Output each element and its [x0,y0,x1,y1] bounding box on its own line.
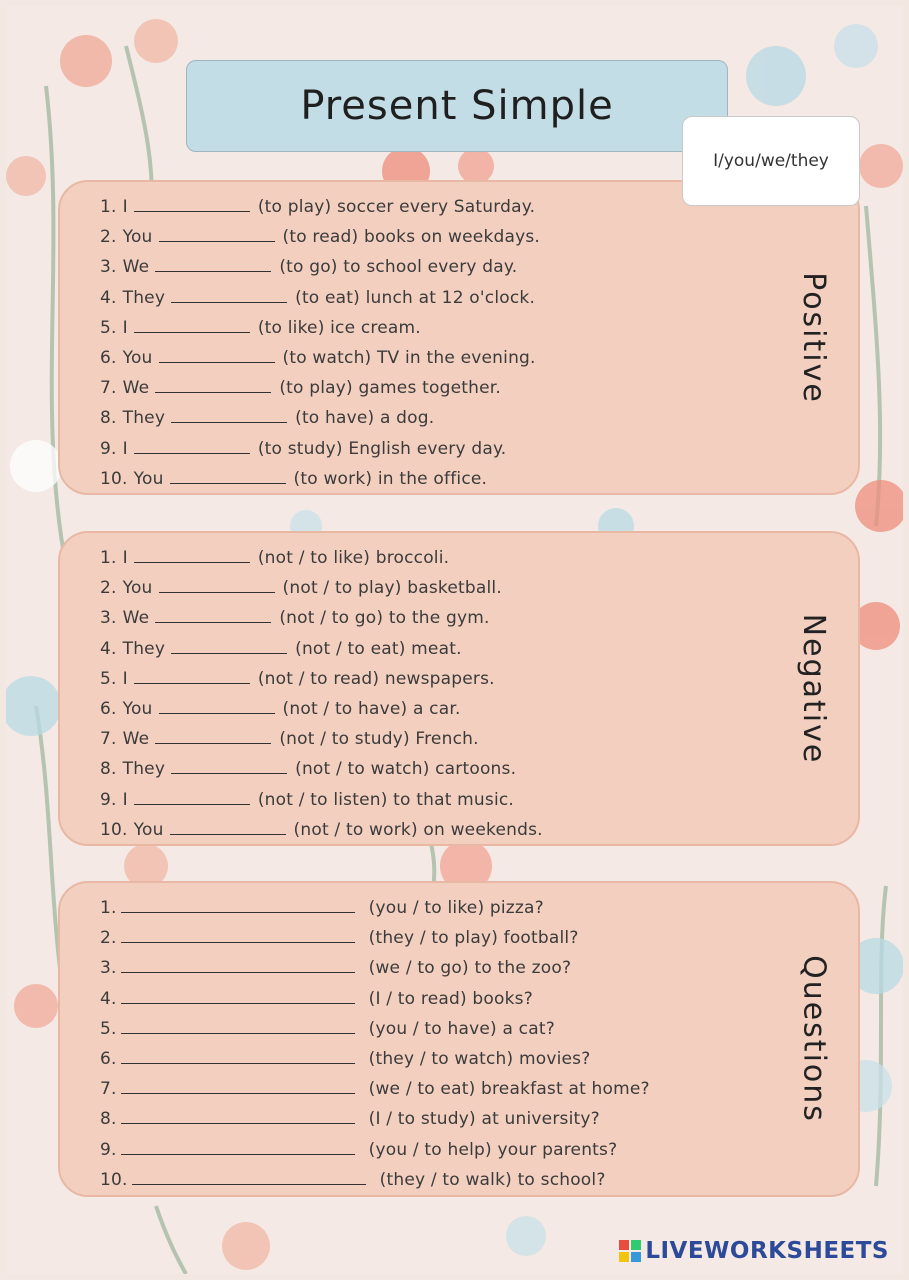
answer-blank[interactable] [121,1135,355,1155]
item-subject: They [122,759,166,780]
item-hint: (to watch) TV in the evening. [282,347,536,368]
item-hint: (not / to read) newspapers. [257,668,495,689]
item-number: 7. [100,1079,117,1100]
item-number: 4. [100,287,117,308]
positive-exercise-list [100,192,540,494]
section-label-questions: Questions [796,955,832,1123]
item-number: 10. [100,819,128,840]
answer-blank[interactable] [121,984,355,1004]
item-number: 9. [100,438,117,459]
answer-blank[interactable] [159,573,275,593]
item-number: 5. [100,668,117,689]
questions-item-8 [100,1104,650,1134]
item-subject: I [122,197,128,217]
item-subject: I [122,789,128,810]
item-number: 8. [100,1109,117,1130]
answer-blank[interactable] [134,785,250,805]
answer-blank[interactable] [159,694,275,714]
item-number: 8. [100,759,117,780]
answer-blank[interactable] [132,1165,366,1185]
positive-item-6 [100,343,540,373]
questions-item-2 [100,923,650,953]
item-number: 3. [100,958,117,979]
positive-item-2 [100,222,540,252]
item-subject: We [122,378,150,399]
item-hint: (not / to listen) to that music. [257,789,515,810]
item-number: 4. [100,638,117,659]
item-number: 2. [100,928,117,949]
answer-blank[interactable] [121,1074,355,1094]
negative-section [58,531,860,846]
positive-item-8 [100,403,540,433]
item-subject: We [122,257,150,278]
answer-blank[interactable] [121,1104,355,1124]
questions-item-4 [100,984,650,1014]
item-hint: (not / to have) a car. [282,698,461,719]
answer-blank[interactable] [170,464,286,484]
item-subject: They [122,408,166,429]
negative-item-8 [100,754,543,784]
questions-item-3 [100,953,650,983]
item-subject: You [122,578,153,599]
answer-blank[interactable] [134,434,250,454]
item-subject: I [122,548,128,568]
item-subject: You [122,698,153,719]
worksheet-page [6,6,903,1274]
item-hint: (to work) in the office. [293,468,488,489]
item-hint: (to read) books on weekdays. [282,227,541,248]
answer-blank[interactable] [121,893,355,913]
item-subject: You [122,227,153,248]
item-hint: (they / to walk) to school? [379,1169,606,1190]
item-hint: (we / to go) to the zoo? [368,958,572,979]
item-subject: We [122,729,150,750]
item-subject: They [122,287,166,308]
negative-item-2 [100,573,543,603]
negative-item-10 [100,815,543,845]
item-number: 5. [100,1018,117,1039]
item-hint: (I / to study) at university? [368,1109,600,1130]
section-label-positive: Positive [796,271,832,404]
item-number: 2. [100,227,117,248]
item-number: 1. [100,898,117,918]
item-subject: You [122,347,153,368]
negative-item-4 [100,634,543,664]
answer-blank[interactable] [155,603,271,623]
negative-item-3 [100,603,543,633]
answer-blank[interactable] [134,192,250,212]
item-hint: (you / to like) pizza? [368,898,544,918]
section-label-negative: Negative [796,613,832,764]
item-hint: (to study) English every day. [257,438,507,459]
item-subject: You [133,819,164,840]
item-hint: (we / to eat) breakfast at home? [368,1079,650,1100]
positive-item-10 [100,464,540,494]
questions-item-6 [100,1044,650,1074]
answer-blank[interactable] [155,373,271,393]
negative-item-1 [100,543,543,573]
item-hint: (you / to help) your parents? [368,1139,618,1160]
item-hint: (not / to eat) meat. [295,638,462,659]
positive-item-7 [100,373,540,403]
worksheet-title: Present Simple [186,60,728,152]
item-number: 7. [100,378,117,399]
item-hint: (to go) to school every day. [279,257,518,278]
positive-item-5 [100,313,540,343]
negative-item-6 [100,694,543,724]
answer-blank[interactable] [171,283,287,303]
positive-item-4 [100,283,540,313]
item-number: 9. [100,789,117,810]
item-hint: (not / to like) broccoli. [257,548,450,568]
answer-blank[interactable] [159,222,275,242]
item-number: 10. [100,468,128,489]
liveworksheets-logo [619,1238,889,1264]
answer-blank[interactable] [159,343,275,363]
item-subject: I [122,668,128,689]
item-subject: I [122,317,128,338]
item-hint: (not / to study) French. [279,729,479,750]
item-number: 7. [100,729,117,750]
negative-item-7 [100,724,543,754]
item-hint: (not / to go) to the gym. [279,608,490,629]
item-number: 9. [100,1139,117,1160]
answer-blank[interactable] [171,754,287,774]
answer-blank[interactable] [155,252,271,272]
negative-item-5 [100,664,543,694]
item-hint: (not / to work) on weekends. [293,819,543,840]
item-hint: (I / to read) books? [368,988,533,1009]
questions-item-5 [100,1014,650,1044]
item-subject: They [122,638,166,659]
item-number: 10. [100,1169,128,1190]
item-hint: (they / to watch) movies? [368,1048,591,1069]
item-number: 6. [100,698,117,719]
answer-blank[interactable] [155,724,271,744]
item-number: 6. [100,347,117,368]
questions-exercise-list [100,893,650,1195]
answer-blank[interactable] [170,815,286,835]
positive-section [58,180,860,495]
item-hint: (to play) games together. [279,378,501,399]
positive-item-1 [100,192,540,222]
item-subject: You [133,468,164,489]
item-subject: I [122,438,128,459]
answer-blank[interactable] [134,313,250,333]
item-number: 6. [100,1048,117,1069]
item-hint: (to like) ice cream. [257,317,421,338]
positive-item-9 [100,434,540,464]
questions-section [58,881,860,1197]
brand-name: LIVEWORKSHEETS [645,1238,889,1264]
pronouns-note: I/you/we/they [682,116,860,206]
item-number: 8. [100,408,117,429]
item-hint: (to have) a dog. [295,408,435,429]
item-number: 1. [100,197,117,217]
item-number: 3. [100,608,117,629]
answer-blank[interactable] [121,953,355,973]
positive-item-3 [100,252,540,282]
questions-item-9 [100,1135,650,1165]
item-number: 2. [100,578,117,599]
questions-item-7 [100,1074,650,1104]
item-hint: (not / to watch) cartoons. [295,759,517,780]
negative-item-9 [100,785,543,815]
answer-blank[interactable] [121,1044,355,1064]
item-number: 4. [100,988,117,1009]
item-hint: (not / to play) basketball. [282,578,502,599]
answer-blank[interactable] [134,664,250,684]
answer-blank[interactable] [171,403,287,423]
questions-item-1 [100,893,650,923]
item-number: 1. [100,548,117,568]
item-hint: (they / to play) football? [368,928,579,949]
answer-blank[interactable] [121,1014,355,1034]
answer-blank[interactable] [134,543,250,563]
questions-item-10 [100,1165,650,1195]
liveworksheets-logo-icon [619,1240,641,1262]
answer-blank[interactable] [121,923,355,943]
item-hint: (to eat) lunch at 12 o'clock. [295,287,536,308]
negative-exercise-list [100,543,543,845]
item-hint: (to play) soccer every Saturday. [257,197,536,217]
answer-blank[interactable] [171,634,287,654]
item-number: 5. [100,317,117,338]
item-number: 3. [100,257,117,278]
item-subject: We [122,608,150,629]
item-hint: (you / to have) a cat? [368,1018,555,1039]
